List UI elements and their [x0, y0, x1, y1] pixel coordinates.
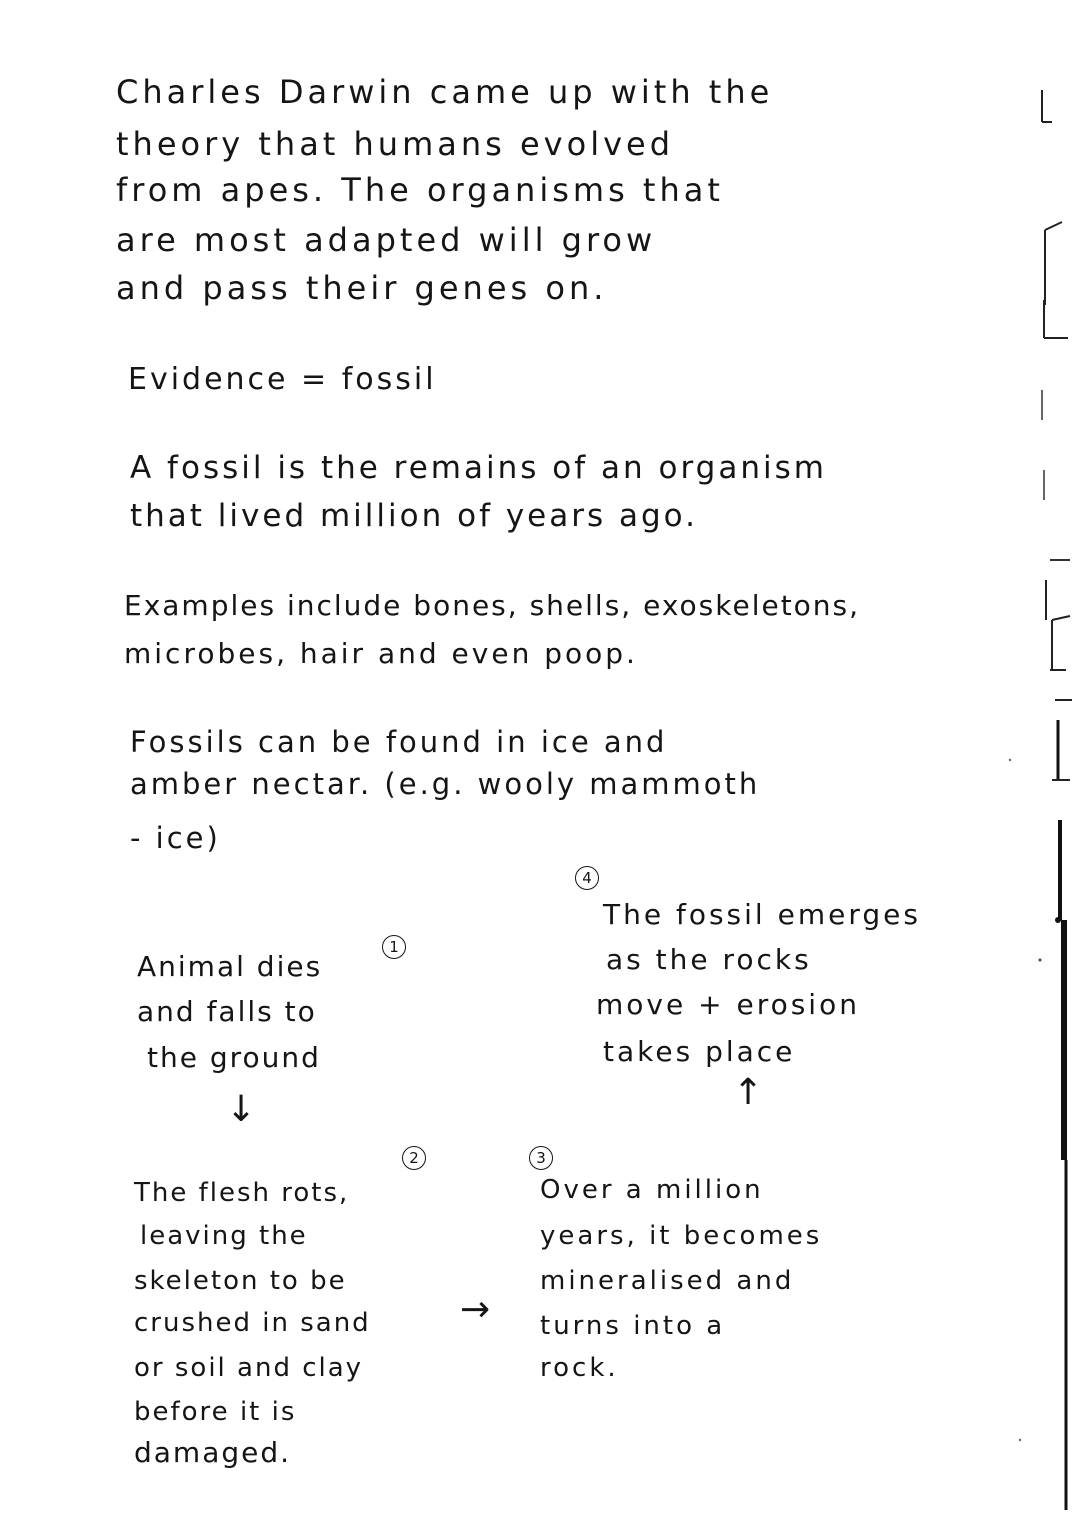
- found-line-3: - ice): [130, 821, 221, 855]
- scan-edge-marks: [1000, 60, 1080, 1520]
- evidence-line: Evidence = fossil: [128, 362, 437, 397]
- step-3-number: 3: [529, 1146, 553, 1170]
- intro-line-1: Charles Darwin came up with the: [116, 73, 774, 111]
- step-2-number: 2: [402, 1146, 426, 1170]
- intro-line-2: theory that humans evolved: [116, 125, 675, 163]
- step-1-line-2: and falls to: [137, 995, 317, 1028]
- arrow-right-icon: →: [460, 1289, 491, 1330]
- step-3-line-5: rock.: [540, 1353, 619, 1383]
- step-1-line-3: the ground: [147, 1041, 321, 1074]
- step-4-number: 4: [575, 866, 599, 890]
- step-2-line-1: The flesh rots,: [134, 1178, 350, 1208]
- step-2-line-6: before it is: [134, 1397, 297, 1427]
- step-4-line-3: move + erosion: [596, 988, 860, 1021]
- step-2-line-2: leaving the: [140, 1221, 308, 1251]
- step-1-line-1: Animal dies: [137, 950, 323, 983]
- step-3-line-2: years, it becomes: [540, 1221, 823, 1251]
- step-3-line-3: mineralised and: [540, 1266, 795, 1296]
- step-3-line-1: Over a million: [540, 1175, 764, 1205]
- step-2-line-3: skeleton to be: [134, 1266, 347, 1296]
- arrow-down-icon: ↓: [226, 1089, 257, 1130]
- step-2-line-7: damaged.: [134, 1436, 292, 1469]
- definition-line-2: that lived million of years ago.: [130, 498, 698, 534]
- step-3-line-4: turns into a: [540, 1311, 726, 1341]
- intro-line-5: and pass their genes on.: [116, 269, 608, 307]
- examples-line-2: microbes, hair and even poop.: [124, 637, 638, 670]
- examples-line-1: Examples include bones, shells, exoskeletons,: [124, 589, 861, 622]
- step-1-number: 1: [382, 935, 406, 959]
- arrow-up-icon: ↑: [733, 1072, 764, 1113]
- step-2-line-5: or soil and clay: [134, 1353, 364, 1383]
- step-4-line-1: The fossil emerges: [603, 898, 921, 931]
- step-4-line-2: as the rocks: [606, 943, 812, 976]
- intro-line-3: from apes. The organisms that: [116, 171, 724, 209]
- step-2-line-4: crushed in sand: [134, 1308, 371, 1338]
- found-line-1: Fossils can be found in ice and: [130, 725, 668, 759]
- intro-line-4: are most adapted will grow: [116, 221, 657, 259]
- found-line-2: amber nectar. (e.g. wooly mammoth: [130, 767, 761, 801]
- definition-line-1: A fossil is the remains of an organism: [130, 450, 827, 486]
- step-4-line-4: takes place: [603, 1035, 796, 1068]
